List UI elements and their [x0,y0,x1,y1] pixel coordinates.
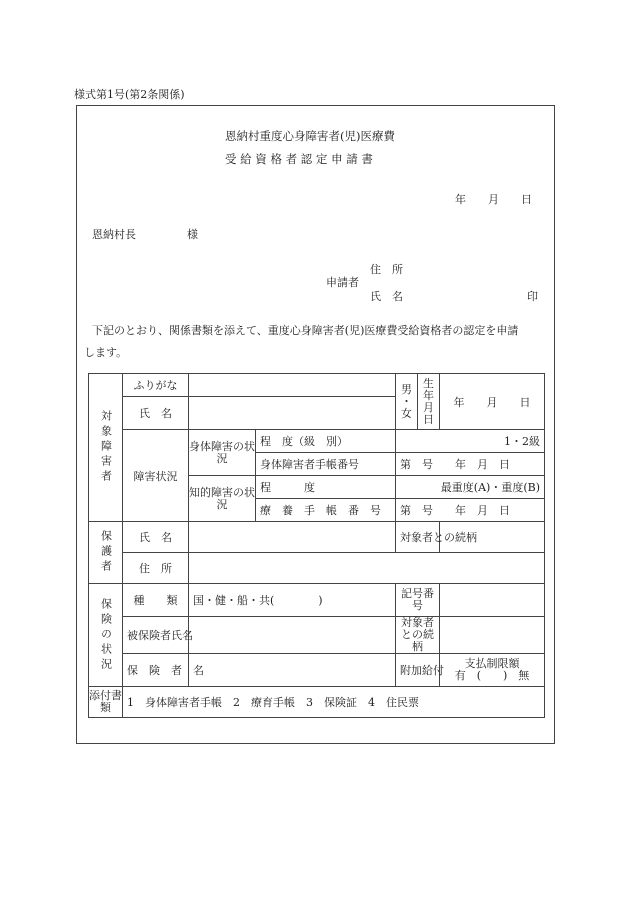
insured-name-label: 被保険者氏名 [123,617,189,654]
furigana-field[interactable] [189,374,396,397]
addressee: 恩納村長 [92,228,136,241]
date-line: 年 月 日 [455,193,532,206]
insurer-label: 保 険 者 名 [123,654,189,687]
guardian-address-label: 住 所 [123,553,189,584]
sex-male: 男 [401,382,412,396]
sex-separator: ・ [401,394,412,408]
payment-limit-cell[interactable] [440,654,545,687]
subject-name-label: 氏 名 [123,397,189,430]
attachments-list: 1 身体障害者手帳 2 療育手帳 3 保険証 4 住民票 [123,687,545,718]
attachments-label: 添付書類 [89,687,123,718]
rehab-book-number-label: 療 養 手 帳 番 号 [256,499,396,522]
guardian-header: 保護者 [89,522,123,584]
insurance-type-label: 種 類 [123,584,189,617]
grade-value[interactable]: 1・2級 [396,430,545,453]
payment-limit-value: 有 ( ) 無 [454,669,530,682]
insured-relationship-label: 対象者との続柄 [396,617,440,654]
degree-label: 程 度 [256,476,396,499]
guardian-name-field[interactable] [189,522,396,553]
additional-benefit-label: 附加給付 [396,654,440,687]
title-line-2: 受 給 資 格 者 認 定 申 請 書 [225,152,373,166]
guardian-name-label: 氏 名 [123,522,189,553]
physical-book-number-label: 身体障害者手帳番号 [256,453,396,476]
body-text-line-1: 下記のとおり、関係書類を添えて、重度心身障害者(児)医療費受給資格者の認定を申請 [92,324,519,337]
applicant-name-label: 氏 名 [370,290,403,303]
symbol-number-field[interactable] [440,584,545,617]
seal-mark: 印 [527,290,538,303]
insured-name-field[interactable] [189,617,396,654]
form-number: 様式第1号(第2条関係) [74,88,185,101]
guardian-relationship-label: 対象者との続柄 [396,522,440,553]
severity-value[interactable]: 最重度(A)・重度(B) [396,476,545,499]
insurance-header: 保険の状況 [89,584,123,687]
title-line-1: 恩納村重度心身障害者(児)医療費 [225,129,395,143]
physical-book-number-field[interactable]: 第 号 年 月 日 [396,453,545,476]
sex-female: 女 [401,406,412,420]
intellectual-status-label: 知的障害の状況 [189,476,256,522]
guardian-address-field[interactable] [189,553,545,584]
body-text-line-2: します。 [84,346,128,359]
subject-name-field[interactable] [189,397,396,430]
insurer-field[interactable] [189,654,396,687]
application-table [88,373,545,718]
subject-header: 対象障害者 [89,374,123,522]
birth-date-field[interactable]: 年 月 日 [440,374,545,430]
physical-status-label: 身体障害の状況 [189,430,256,476]
sex-cell[interactable] [396,374,418,430]
insured-relationship-field[interactable] [440,617,545,654]
rehab-book-number-field[interactable]: 第 号 年 月 日 [396,499,545,522]
degree-grade-label: 程 度（級 別） [256,430,396,453]
birth-label: 生年月日 [418,374,440,430]
disability-status-label: 障害状況 [123,430,189,522]
applicant-label: 申請者 [326,276,359,289]
symbol-number-label: 記号番号 [396,584,440,617]
furigana-label: ふりがな [123,374,189,397]
addressee-honorific: 様 [187,228,198,241]
payment-limit-label: 支払制限額 [464,657,520,670]
applicant-address-label: 住 所 [370,263,403,276]
insurance-type-field[interactable]: 国・健・船・共( ) [189,584,396,617]
